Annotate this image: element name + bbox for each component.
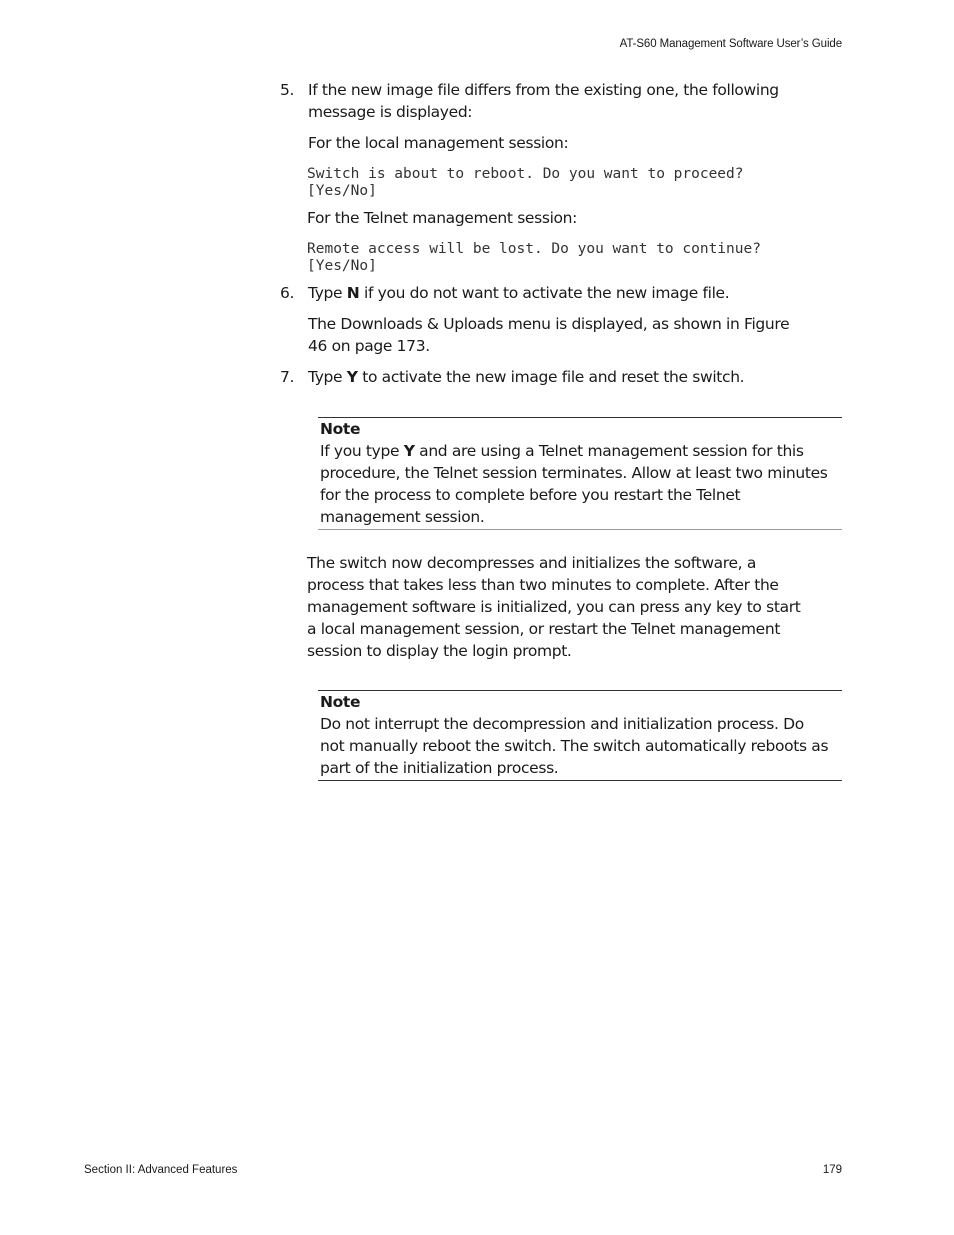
step-6-number: 6.	[280, 284, 295, 302]
step-5-line-1: If the new image file differs from the existing one, the following	[308, 81, 779, 99]
local-message-line-2: [Yes/No]	[307, 183, 377, 199]
note-1-line-1	[320, 440, 842, 462]
note-1-line-1-suffix: and are using a Telnet management session for this	[414, 442, 804, 460]
note-2-line-2: not manually reboot the switch. The switch automatically reboots as	[320, 737, 829, 755]
step-6-suffix: if you do not want to activate the new image file.	[359, 284, 730, 302]
step-7-key: Y	[346, 368, 358, 386]
local-session-label: For the local management session:	[308, 134, 569, 152]
step-7-suffix: to activate the new image file and reset the switch.	[357, 368, 745, 386]
paragraph-line-1: The switch now decompresses and initializes the software, a	[307, 554, 756, 572]
step-5-number: 5.	[280, 81, 295, 99]
step-5-text	[308, 79, 828, 123]
telnet-message-line-1: Remote access will be lost. Do you want to continue?	[307, 241, 761, 257]
running-header: AT-S60 Management Software User’s Guide	[619, 38, 842, 50]
note-box-interrupt	[318, 690, 842, 781]
note-1-text	[318, 440, 842, 528]
step-7-prefix: Type	[308, 368, 347, 386]
paragraph-line-2: process that takes less than two minutes to complete. After the	[307, 576, 779, 594]
local-message-line-1: Switch is about to reboot. Do you want to proceed?	[307, 166, 744, 182]
note-1-line-3: for the process to complete before you restart the Telnet	[320, 486, 741, 504]
note-2-line-1: Do not interrupt the decompression and initialization process. Do	[320, 715, 804, 733]
note-2-label: Note	[320, 693, 361, 711]
note-1-line-4: management session.	[320, 508, 485, 526]
note-1-line-2: procedure, the Telnet session terminates. Allow at least two minutes	[320, 464, 828, 482]
page-number: 179	[822, 1164, 842, 1176]
note-2-text	[318, 713, 842, 779]
paragraph-line-5: session to display the login prompt.	[307, 642, 572, 660]
paragraph-line-4: a local management session, or restart the Telnet management	[307, 620, 781, 638]
step-6-detail-line-1: The Downloads & Uploads menu is displayed, as shown in Figure	[308, 315, 790, 333]
step-6-detail-line-2: 46 on page 173.	[308, 337, 430, 355]
footer-section: Section II: Advanced Features	[84, 1164, 238, 1176]
decompress-paragraph	[307, 552, 827, 662]
note-2-line-3: part of the initialization process.	[320, 759, 559, 777]
step-5-line-2: message is displayed:	[308, 103, 473, 121]
step-7-text	[308, 366, 828, 388]
paragraph-line-3: management software is initialized, you can press any key to start	[307, 598, 801, 616]
step-6-text	[308, 282, 828, 304]
step-6-key: N	[346, 284, 360, 302]
note-1-prefix: If you type	[320, 442, 404, 460]
note-1-label: Note	[320, 420, 361, 438]
note-1-key: Y	[403, 442, 415, 460]
telnet-message-line-2: [Yes/No]	[307, 258, 377, 274]
local-session-message	[307, 166, 744, 200]
note-box-telnet	[318, 417, 842, 530]
telnet-session-label: For the Telnet management session:	[307, 209, 578, 227]
step-6-prefix: Type	[308, 284, 347, 302]
step-6-detail	[308, 313, 828, 357]
telnet-session-message	[307, 241, 761, 275]
step-7-number: 7.	[280, 368, 295, 386]
